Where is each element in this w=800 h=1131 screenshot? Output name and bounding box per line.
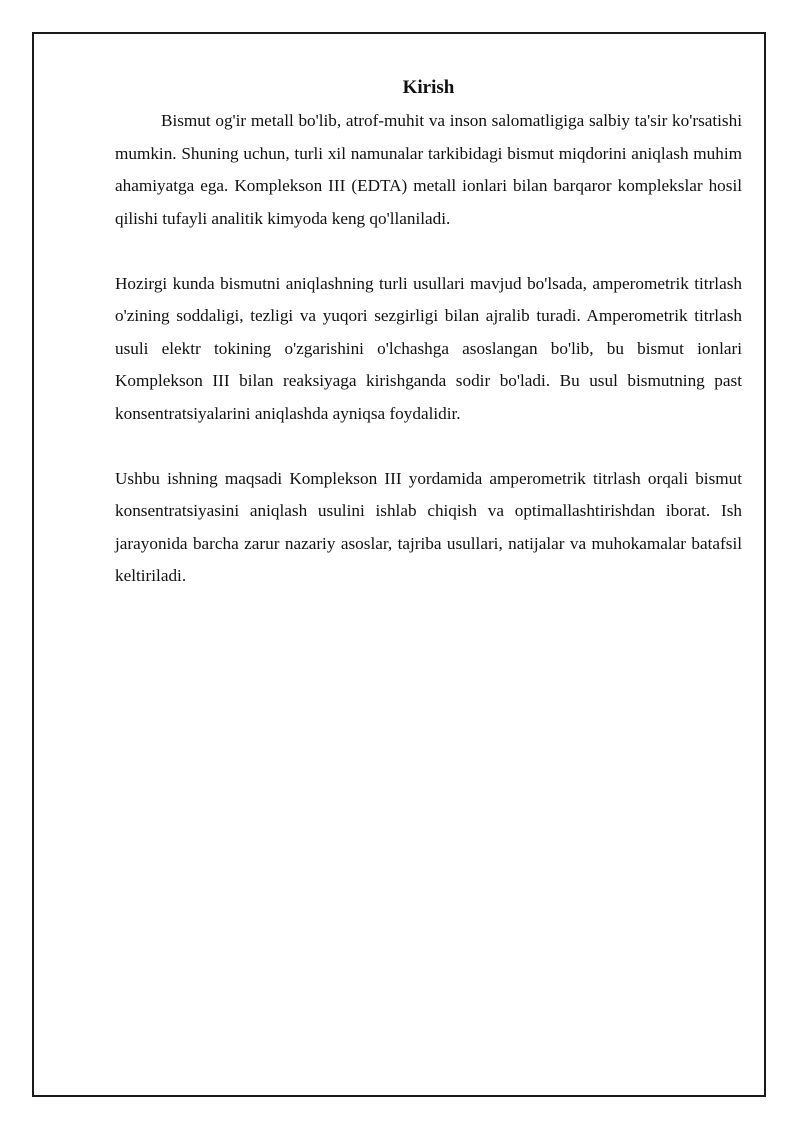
paragraph-3: Ushbu ishning maqsadi Komplekson III yordamida amperometrik titrlash orqali bismut konsentratsiyasini aniqlash usulini ishlab chiqish va optimallashtirishdan iborat. Ish jarayonida barcha zarur nazariy asoslar, tajriba usullari, natijalar va muhokamalar batafsil keltiriladi. [115, 468, 742, 585]
document-title: Kirish [402, 77, 455, 98]
paragraph-2: Hozirgi kunda bismutni aniqlashning turli usullari mavjud bo'lsada, amperometrik titrlash o'zining soddaligi, tezligi va yuqori sezgirligi bilan ajralib turadi. Amperometrik titrlash usuli elektr tokining o'zgarishini o'lchashga asoslangan bo'lib, bu bismut ionlari Komplekson III bilan reaksiyaga kirishganda sodir bo'ladi. Bu usul bismutning past konsentratsiyalarini aniqlashda ayniqsa foydalidir. [115, 273, 742, 423]
paragraph-1: Bismut og'ir metall bo'lib, atrof-muhit va inson salomatligiga salbiy ta'sir ko'rsatishi mumkin. Shuning uchun, turli xil namunalar tarkibidagi bismut miqdorini aniqlash muhim ahamiyatga ega. Komplekson III (EDTA) metall ionlari bilan barqaror komplekslar hosil qilishi tufayli analitik kimyoda keng qo'llaniladi. [115, 111, 742, 228]
document-body [115, 74, 742, 625]
